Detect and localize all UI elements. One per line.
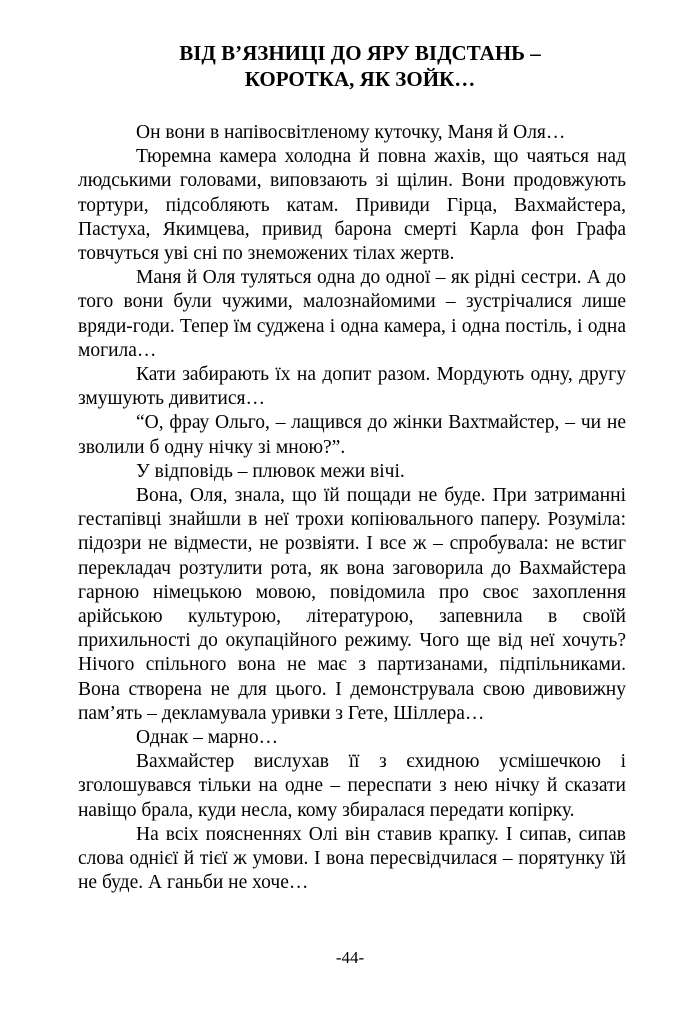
paragraph-1: Он вони в напівосвітленому куточку, Маня й Оля… bbox=[136, 122, 566, 143]
paragraph-4: Кати забирають їх на допит разом. Мордують одну, другу змушують дивитися… bbox=[78, 364, 626, 410]
paragraph-10: На всіх поясненнях Олі він ставив крапку. І сипав, сипав слова однієї й тієї ж умови. І вона пересвідчилася – порятунку їй не буде. А ганьби не хоче… bbox=[78, 823, 626, 894]
paragraph-3: Маня й Оля туляться одна до одної – як рідні сестри. А до того вони були чужими, малознайомими – зустрічалися лише вряди-годи. Тепер їм суджена і одна камера, і одна постіль, і одна могила… bbox=[78, 267, 626, 361]
page-number: -44- bbox=[335, 948, 365, 967]
chapter-title-line-1: ВІД В’ЯЗНИЦІ ДО ЯРУ ВІДСТАНЬ – bbox=[179, 41, 541, 65]
chapter-title-line-2: КОРОТКА, ЯК ЗОЙК… bbox=[244, 67, 476, 91]
chapter-title bbox=[78, 40, 626, 92]
paragraph-8: Однак – марно… bbox=[136, 727, 279, 749]
page-body bbox=[78, 40, 626, 896]
paragraph-7: Вона, Оля, знала, що їй пощади не буде. При затриманні гестапівці знайшли в неї трохи копіювального паперу. Розуміла: підозри не відмести, не розвіяти. І все ж – спробувала: не встиг перекладач розтулити рота, як вона заговорила до Вахмайстера гарною німецькою мовою, повідомила про своє захоплення арійською культурою, літературою, запевнила в своїй прихильності до окупаційного режиму. Чого ще від неї хочуть? Нічого спільного вона не має з партизанами, підпільниками. Вона створена не для цього. І демонструвала свою дивовижну пам’ять – декламувала уривки з Гете, Шіллера… bbox=[78, 485, 626, 724]
paragraph-6: У відповідь – плювок межи вічі. bbox=[136, 460, 405, 482]
paragraph-5: “О, фрау Ольго, – лащився до жінки Вахтмайстер, – чи не зволили б одну нічку зі мною?”. bbox=[78, 412, 626, 458]
paragraph-2: Тюремна камера холодна й повна жахів, що чаяться над людськими головами, виповзають зі щілин. Вони продовжують тортури, підсобляють катам. Привиди Гірца, Вахмайстера, Пастуха, Якимцева, привид барона смерті Карла фон Графа товчуться уві сні по знеможених тілах жертв. bbox=[78, 146, 626, 265]
paragraph-9: Вахмайстер вислухав її з єхидною усмішечкою і зголошувався тільки на одне – переспати з нею нічку й сказати навіщо брала, куди несла, кому збиралася передати копірку. bbox=[78, 751, 626, 821]
